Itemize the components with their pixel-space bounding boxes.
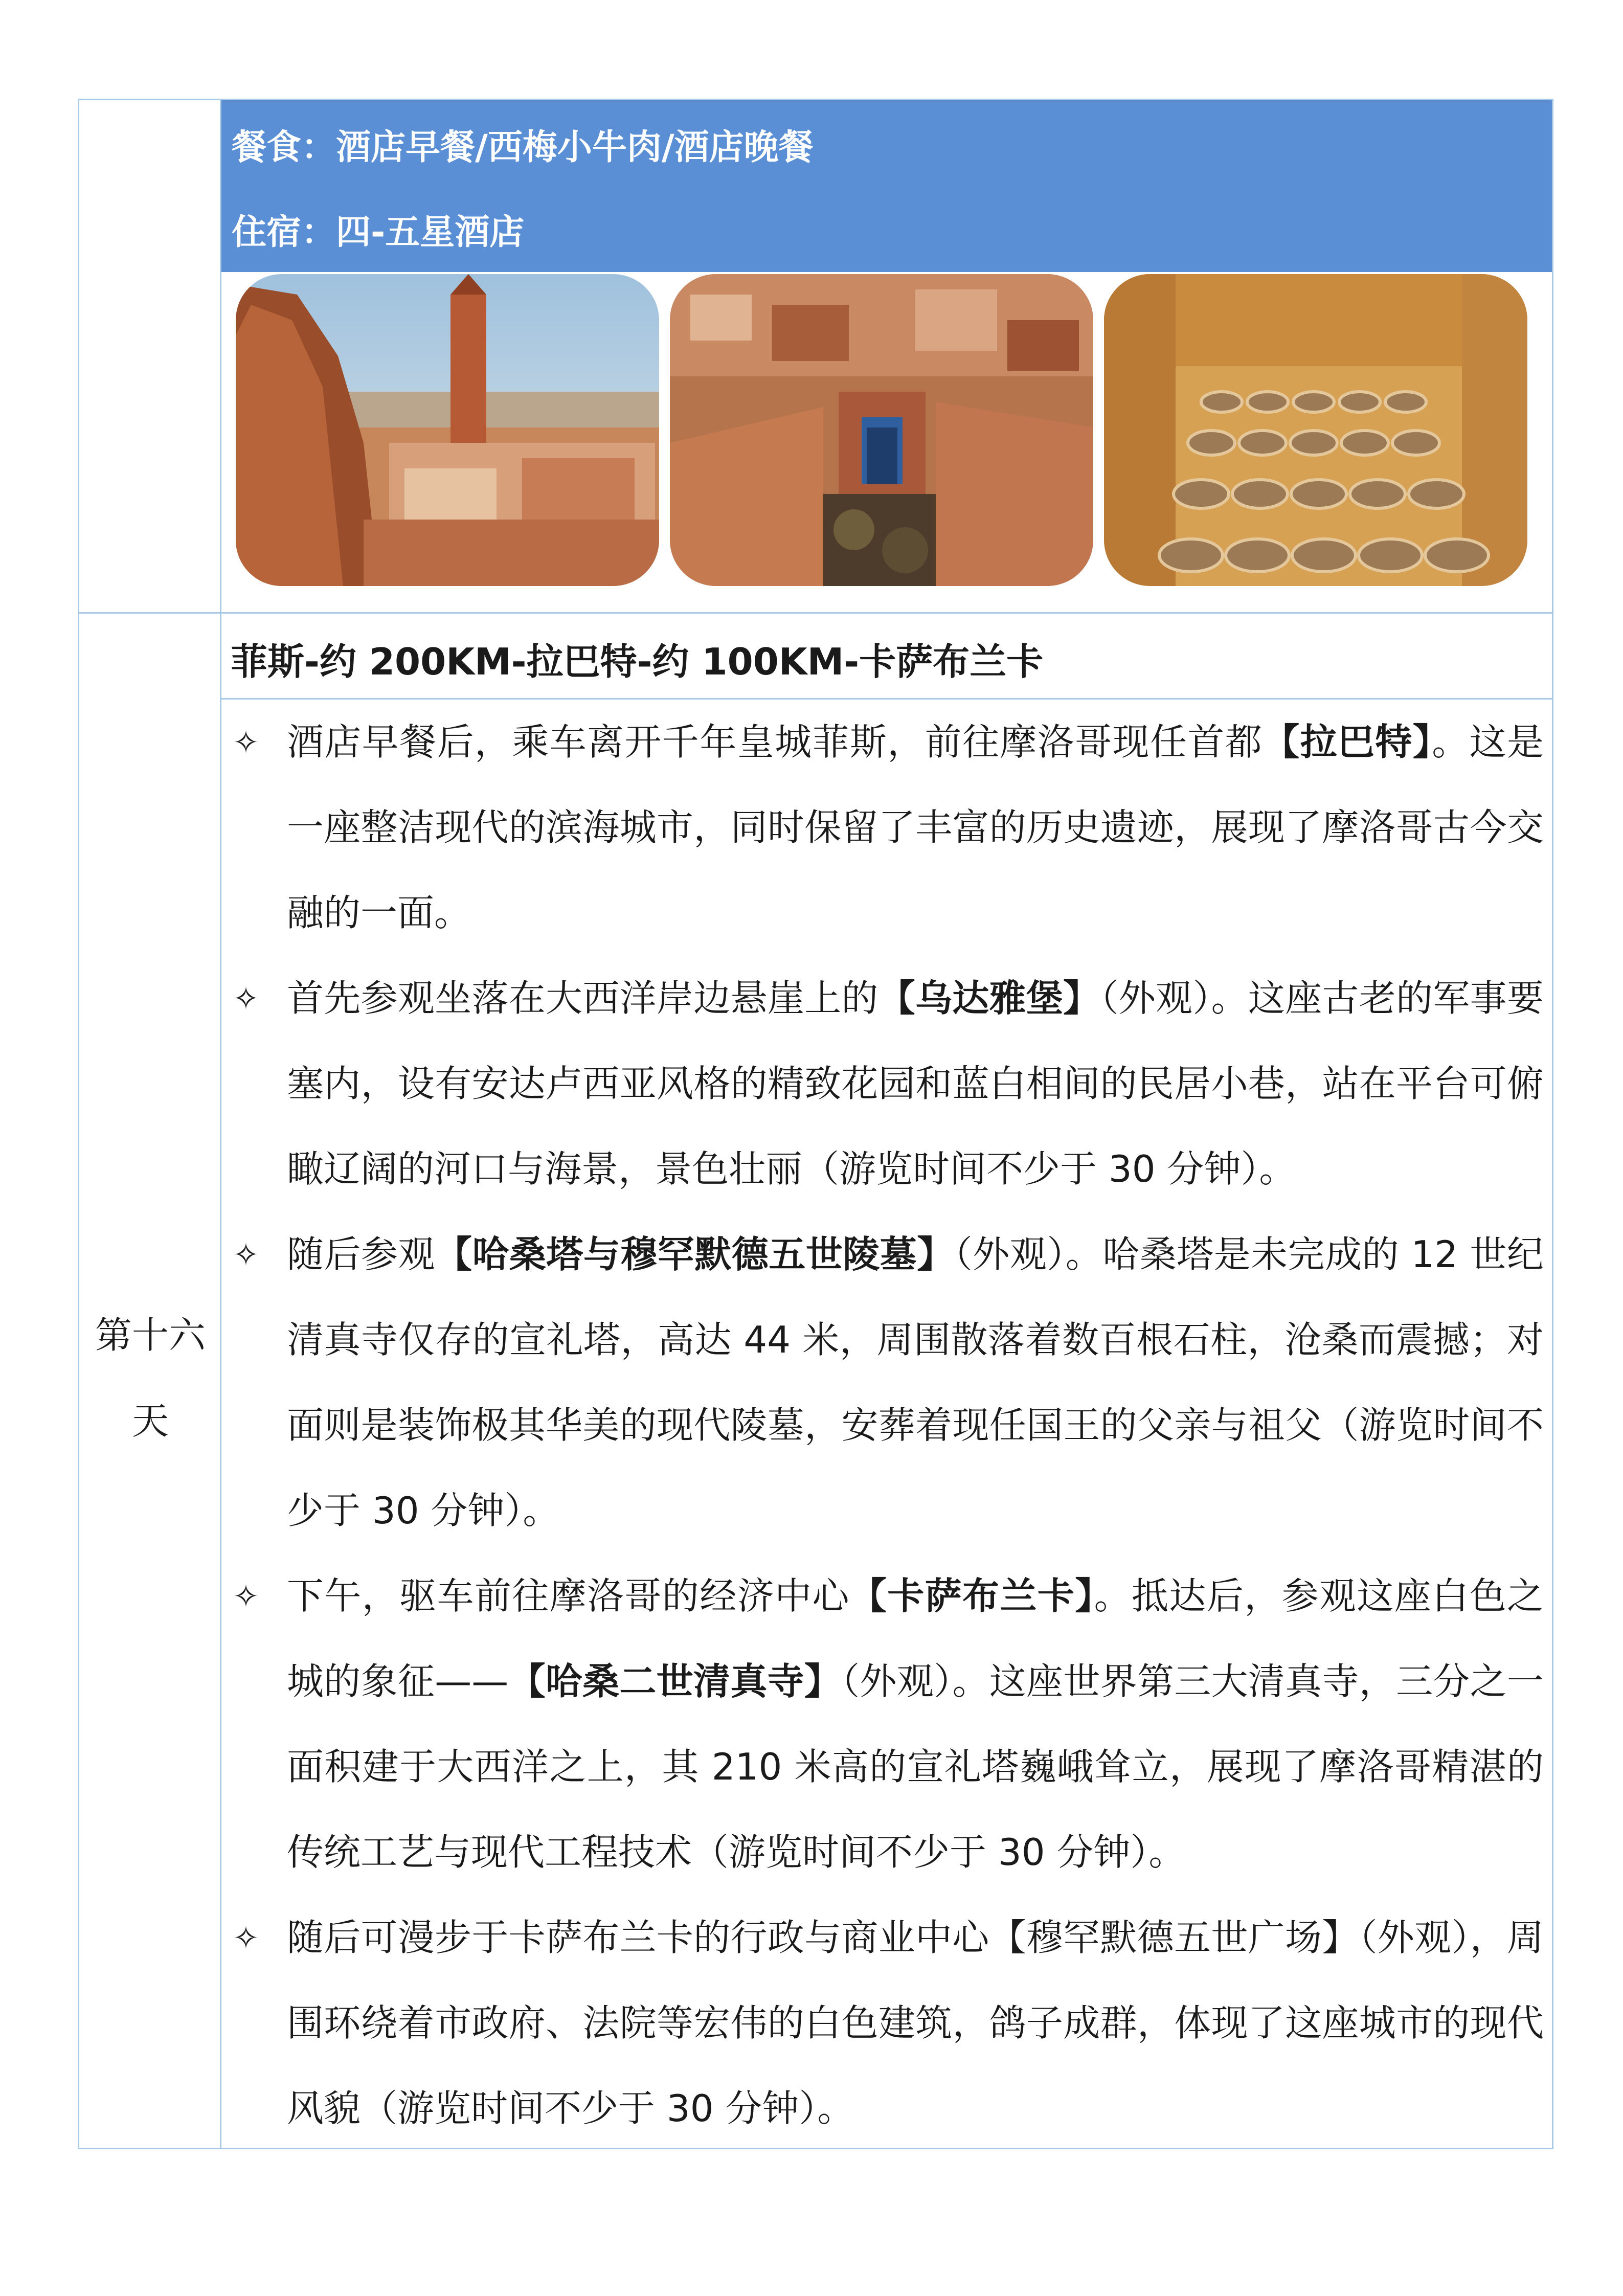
item-text — [287, 1895, 1544, 2151]
bullet-icon: ✧ — [233, 724, 259, 761]
item-highlight: 【拉巴特】 — [1263, 721, 1432, 763]
list-item — [221, 1895, 1552, 2148]
bullet-icon: ✧ — [233, 1919, 259, 1956]
item-text — [287, 956, 1544, 1212]
item-text-part: 随后参观 — [287, 1233, 435, 1276]
list-item — [221, 1554, 1552, 1895]
photo-medina-gate-aerial — [670, 274, 1093, 586]
item-text-part: 随后可漫步于卡萨布兰卡的行政与商业中心【穆罕默德五世广场】（外观），周围环绕着市政府、法院等宏伟的白色建筑，鸽子成群，体现了这座城市的现代风貌（游览时间不少于 30 分钟）。 — [287, 1916, 1544, 2130]
photo-tannery-vats — [1104, 274, 1527, 586]
route-title: 菲斯-约 200KM-拉巴特-约 100KM-卡萨布兰卡 — [231, 640, 1044, 683]
item-highlight: 【卡萨布兰卡】 — [849, 1574, 1094, 1617]
item-text-part: 首先参观坐落在大西洋岸边悬崖上的 — [287, 977, 878, 1020]
bullet-icon: ✧ — [233, 1578, 259, 1615]
lodging-text: 住宿：四-五星酒店 — [232, 212, 525, 253]
day-label — [79, 1292, 221, 1464]
item-text-part: 酒店早餐后，乘车离开千年皇城菲斯，前往摩洛哥现任首都 — [287, 721, 1263, 763]
list-item — [221, 1212, 1552, 1554]
row-divider — [79, 612, 1552, 614]
item-highlight: 【哈桑塔与穆罕默德五世陵墓】 — [435, 1233, 954, 1276]
item-text — [287, 700, 1544, 956]
day-column — [79, 100, 221, 2148]
item-text-part: （外观）。这座世界第三大清真寺，三分之一面积建于大西洋之上，其 210 米高的宣礼塔巍峨耸立，展现了摩洛哥精湛的传统工艺与现代工程技术（游览时间不少于 30 分钟）。 — [287, 1660, 1544, 1874]
itinerary-table — [78, 99, 1553, 2149]
bullet-icon: ✧ — [233, 1236, 259, 1273]
item-text — [287, 1554, 1544, 1895]
item-text-part: 。这是一座整洁现代的滨海城市，同时保留了丰富的历史遗迹，展现了摩洛哥古今交融的一面。 — [287, 721, 1544, 934]
item-text-part: （外观）。这座古老的军事要塞内，设有安达卢西亚风格的精致花园和蓝白相间的民居小巷，站在平台可俯瞰辽阔的河口与海景，景色壮丽（游览时间不少于 30 分钟）。 — [287, 977, 1544, 1190]
bullet-icon: ✧ — [233, 980, 259, 1017]
meal-lodging-band — [221, 100, 1552, 272]
item-text-part: 。抵达后，参观这座白色之城的象征—— — [287, 1574, 1544, 1703]
day-label-line1: 第十六 — [95, 1314, 206, 1357]
item-text-part: （外观）。哈桑塔是未完成的 12 世纪清真寺仅存的宣礼塔，高达 44 米，周围散落着数百根石柱，沧桑而震撼；对面则是装饰极其华美的现代陵墓，安葬着现任国王的父亲与祖父（游览时间不少于 30 分钟）。 — [287, 1233, 1544, 1532]
day-label-line2: 天 — [131, 1400, 169, 1443]
photo-hilltop-town-with-minaret — [236, 274, 659, 586]
item-text — [287, 1212, 1544, 1554]
list-item — [221, 700, 1552, 956]
list-item — [221, 956, 1552, 1212]
item-highlight: 【乌达雅堡】 — [878, 977, 1100, 1020]
meals-text: 餐食：酒店早餐/西梅小牛肉/酒店晚餐 — [232, 127, 814, 168]
item-text-part: 下午，驱车前往摩洛哥的经济中心 — [287, 1574, 850, 1617]
item-highlight: 【哈桑二世清真寺】 — [508, 1660, 842, 1703]
